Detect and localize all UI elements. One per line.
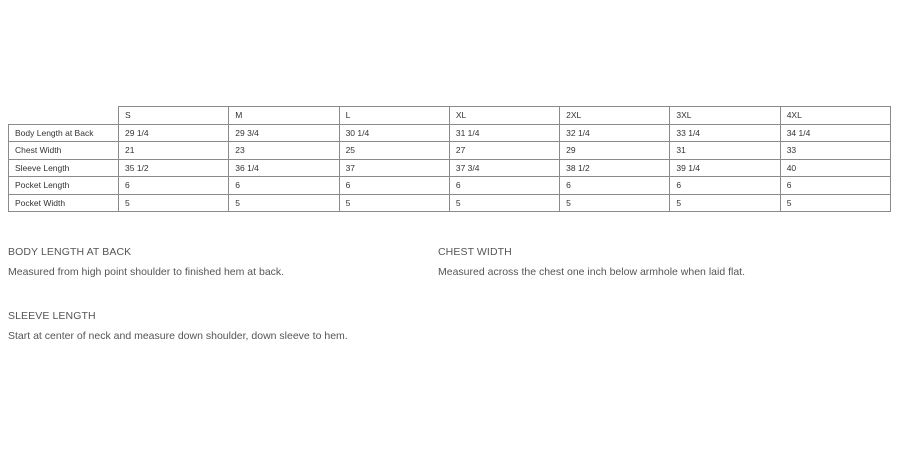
table-cell: 5 [119,194,229,212]
description-text: Measured from high point shoulder to finished hem at back. [8,266,285,278]
table-cell: 6 [119,177,229,195]
table-row-pocket-width [9,194,891,212]
table-cell: 40 [780,159,890,177]
description-title: CHEST WIDTH [438,246,512,258]
chest-width-description [438,246,878,278]
table-cell: 6 [670,177,780,195]
size-header-4xl: 4XL [780,107,890,125]
table-cell: 29 [560,142,670,160]
table-cell: 33 [780,142,890,160]
row-label: Body Length at Back [9,124,119,142]
table-cell: 37 3/4 [449,159,559,177]
table-cell: 32 1/4 [560,124,670,142]
table-cell: 36 1/4 [229,159,339,177]
row-label: Sleeve Length [9,159,119,177]
table-cell: 27 [449,142,559,160]
table-cell: 35 1/2 [119,159,229,177]
table-row-chest-width [9,142,891,160]
table-cell: 29 3/4 [229,124,339,142]
table-cell: 37 [339,159,449,177]
table-cell: 30 1/4 [339,124,449,142]
table-cell: 6 [339,177,449,195]
description-text: Measured across the chest one inch below armhole when laid flat. [438,266,746,278]
table-cell: 25 [339,142,449,160]
header-corner-cell [9,107,119,125]
sleeve-length-description [8,310,428,342]
table-cell: 5 [780,194,890,212]
size-header-xl: XL [449,107,559,125]
size-header-row [9,107,891,125]
description-text: Start at center of neck and measure down shoulder, down sleeve to hem. [8,330,348,342]
table-cell: 21 [119,142,229,160]
table-cell: 38 1/2 [560,159,670,177]
table-cell: 33 1/4 [670,124,780,142]
table-cell: 29 1/4 [119,124,229,142]
table-cell: 5 [670,194,780,212]
size-header-2xl: 2XL [560,107,670,125]
table-row-sleeve-length [9,159,891,177]
size-header-l: L [339,107,449,125]
description-title: BODY LENGTH AT BACK [8,246,132,258]
description-title: SLEEVE LENGTH [8,310,96,322]
row-label: Pocket Length [9,177,119,195]
table-cell: 5 [449,194,559,212]
table-cell: 6 [229,177,339,195]
table-cell: 5 [339,194,449,212]
table-row-body-length [9,124,891,142]
table-row-pocket-length [9,177,891,195]
table-cell: 5 [560,194,670,212]
table-cell: 31 [670,142,780,160]
size-header-3xl: 3XL [670,107,780,125]
table-cell: 6 [560,177,670,195]
table-cell: 23 [229,142,339,160]
table-cell: 6 [449,177,559,195]
size-header-m: M [229,107,339,125]
table-cell: 39 1/4 [670,159,780,177]
body-length-description [8,246,428,278]
table-cell: 31 1/4 [449,124,559,142]
table-cell: 34 1/4 [780,124,890,142]
size-header-s: S [119,107,229,125]
row-label: Pocket Width [9,194,119,212]
row-label: Chest Width [9,142,119,160]
table-cell: 6 [780,177,890,195]
table-cell: 5 [229,194,339,212]
size-chart-table [8,106,891,212]
